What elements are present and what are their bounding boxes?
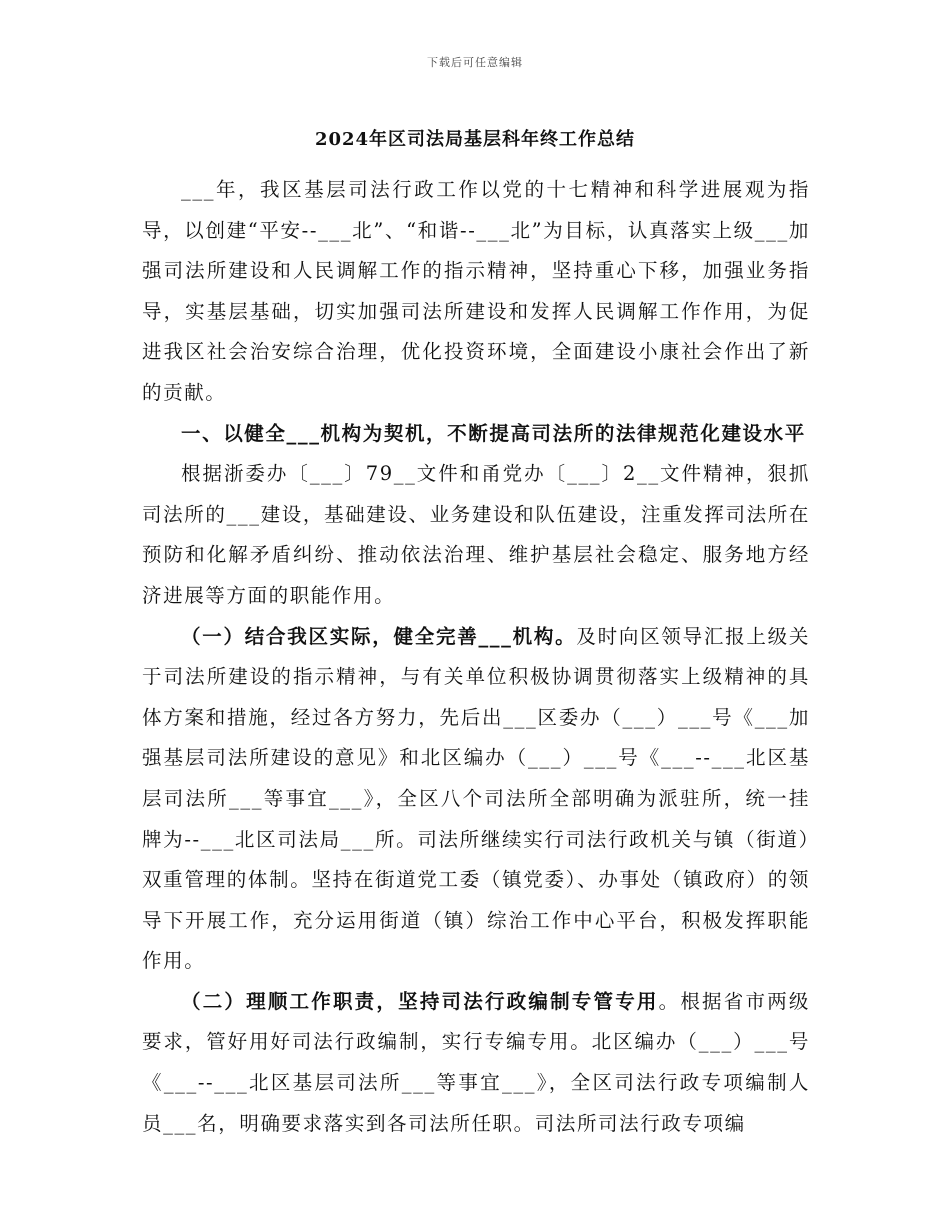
section-heading-1: 一、以健全___机构为契机，不断提高司法所的法律规范化建设水平 [181, 421, 806, 445]
subsection-1-text: 及时向区领导汇报上级关于司法所建设的指示精神，与有关单位积极协调贯彻落实上级精神的具体方案和措施，经过各方努力，先后出___区委办（___）___号《___加强基层司法所建设的意见》和北区编办（___）___号《___--___北区基层司法所___等事宜___》，全区八个司法所全部明确为派驻所，统一挂牌为--___北区司法局___所。司法所继续实行司法行政机关与镇（街道）双重管理的体制。坚持在街道党工委（镇党委）、办事处（镇政府）的领导下开展工作，充分运用街道（镇）综治工作中心平台，积极发挥职能作用。 [142, 624, 810, 973]
subsection-1-lead: （一）结合我区实际，健全完善___机构。 [181, 624, 577, 648]
header-note: 下载后可任意编辑 [427, 56, 523, 69]
document-body [142, 170, 810, 1144]
paragraph-subsection-2 [142, 982, 810, 1144]
subsection-2-text: 。根据省市两级要求，管好用好司法行政编制，实行专编专用。北区编办（___）___号《___--___北区基层司法所___等事宜___》，全区司法行政专项编制人员___名，明确要求落实到各司法所任职。司法所司法行政专项编 [142, 989, 811, 1135]
subsection-2-lead: （二）理顺工作职责，坚持司法行政编制专管专用 [181, 989, 659, 1013]
paragraph-section-1-intro: 根据浙委办〔___〕79__文件和甬党办〔___〕2__文件精神，狠抓司法所的___建设，基础建设、业务建设和队伍建设，注重发挥司法所在预防和化解矛盾纠纷、推动依法治理、维护基层社会稳定、服务地方经济进展等方面的职能作用。 [142, 462, 810, 607]
paragraph-subsection-1 [142, 617, 810, 982]
paragraph-intro: ___年，我区基层司法行政工作以党的十七精神和科学进展观为指导，以创建“平安--___北”、“和谐--___北”为目标，认真落实上级___加强司法所建设和人民调解工作的指示精神，坚持重心下移，加强业务指导，实基层基础，切实加强司法所建设和发挥人民调解工作作用，为促进我区社会治安综合治理，优化投资环境，全面建设小康社会作出了新的贡献。 [142, 178, 810, 404]
document-title: 2024年区司法局基层科年终工作总结 [314, 129, 636, 150]
